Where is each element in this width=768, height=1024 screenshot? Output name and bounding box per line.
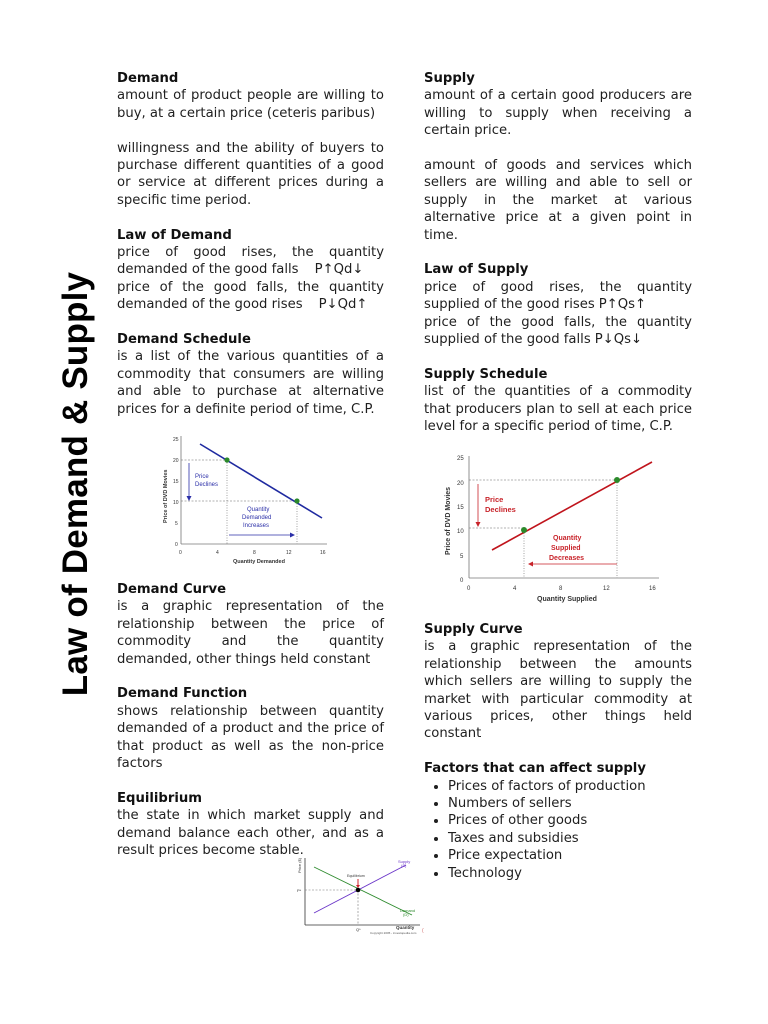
- svg-text:8: 8: [253, 550, 256, 556]
- demand-curve-section: [117, 581, 384, 668]
- svg-text:12: 12: [603, 586, 610, 592]
- supply-section: [424, 70, 692, 244]
- demand-symbol-2: P↓Qd↑: [318, 297, 368, 313]
- svg-text:Price of DVD Movies: Price of DVD Movies: [163, 469, 169, 523]
- supply-curve-chart: [437, 450, 663, 608]
- demand-function-section: [117, 685, 384, 772]
- svg-text:15: 15: [457, 505, 464, 511]
- factors-list: [424, 778, 692, 882]
- svg-text:20: 20: [173, 458, 179, 464]
- demand-schedule-text: is a list of the various quantities of a commodity that consumers are willing and able to purchase at alternative prices for a definite period of time, C.P.: [117, 349, 384, 417]
- svg-text:Demand: Demand: [400, 908, 416, 913]
- supply-heading: Supply: [424, 71, 475, 86]
- law-of-demand-text-1b: demanded of the good falls: [117, 262, 299, 278]
- svg-text:10: 10: [173, 500, 179, 506]
- demand-function-text: shows relationship between quantity demanded of a product and the price of that product as well as the non-price factors: [117, 703, 384, 772]
- svg-text:Supplied: Supplied: [551, 545, 581, 552]
- svg-text:0: 0: [467, 586, 471, 592]
- demand-column: [117, 70, 384, 435]
- svg-text:5: 5: [175, 521, 178, 527]
- supply-column: [424, 70, 692, 453]
- supply-symbol-1: P↑Qs↑: [598, 297, 647, 313]
- svg-text:10: 10: [457, 529, 464, 535]
- law-of-supply-line-1a: price of good rises, the quantity: [424, 279, 692, 295]
- svg-text:Quantity: Quantity: [247, 507, 270, 513]
- svg-text:Decreases: Decreases: [549, 555, 585, 562]
- law-of-supply-line-2a: price of the good falls, the quantity: [424, 314, 692, 330]
- svg-text:0: 0: [179, 550, 182, 556]
- svg-text:Equilibrium: Equilibrium: [347, 874, 365, 878]
- law-of-supply-text-1b: supplied of the good rises: [424, 297, 595, 313]
- svg-text:P*: P*: [297, 888, 302, 893]
- law-of-supply-line-2b: [424, 331, 692, 348]
- svg-text:8: 8: [559, 586, 563, 592]
- factors-section: [424, 760, 692, 882]
- factors-heading: Factors that can affect supply: [424, 761, 646, 777]
- svg-text:4: 4: [513, 586, 517, 592]
- equilibrium-heading: Equilibrium: [117, 790, 202, 806]
- demand-heading: Demand: [117, 71, 179, 86]
- svg-text:(: (: [422, 928, 424, 934]
- supply-definition-2: amount of goods and services which sellers are willing and able to sell or supply in the market at various alternative price at a given point in time.: [424, 158, 692, 243]
- svg-text:Quantity: Quantity: [396, 925, 415, 930]
- factor-item: • Prices of factors of production: [448, 778, 692, 795]
- svg-text:Price: Price: [195, 474, 209, 480]
- supply-schedule-text: list of the quantities of a commodity that producers plan to sell at each price level for a specific period of time, C.P.: [424, 384, 692, 435]
- supply-symbol-2: P↓Qs↓: [594, 332, 643, 348]
- equilibrium-section: [117, 790, 384, 860]
- svg-text:Increases: Increases: [243, 523, 270, 529]
- law-of-supply-section: [424, 261, 692, 348]
- svg-text:0: 0: [175, 542, 178, 548]
- law-of-supply-heading: Law of Supply: [424, 262, 529, 278]
- law-of-demand-text-2b: demanded of the good rises: [117, 297, 303, 313]
- law-of-demand-line-2b: [117, 296, 384, 313]
- svg-text:Quantity Supplied: Quantity Supplied: [537, 596, 597, 603]
- supply-curve-section: [424, 621, 692, 743]
- svg-text:25: 25: [173, 437, 179, 443]
- supply-column-lower: [424, 621, 692, 899]
- factor-item: • Price expectation: [448, 847, 692, 864]
- demand-curve-chart: [157, 433, 333, 567]
- law-of-demand-section: [117, 227, 384, 314]
- svg-text:5: 5: [460, 554, 464, 560]
- factor-item: • Numbers of sellers: [448, 795, 692, 812]
- page-title: Law of Demand & Supply: [56, 271, 95, 697]
- demand-symbol-1: P↑Qd↓: [314, 262, 364, 278]
- svg-text:(D): (D): [403, 912, 409, 917]
- svg-text:4: 4: [216, 550, 219, 556]
- svg-text:Q*: Q*: [356, 927, 361, 932]
- factor-item: • Technology: [448, 865, 692, 882]
- supply-schedule-section: [424, 366, 692, 436]
- svg-text:Copyright 2005 - investopedia.: Copyright 2005 - investopedia.com: [370, 931, 417, 935]
- law-of-demand-line-1b: [117, 261, 384, 278]
- svg-text:Quantity Demanded: Quantity Demanded: [233, 559, 285, 565]
- law-of-demand-line-1a: price of good rises, the quantity: [117, 245, 384, 261]
- law-of-supply-line-1b: [424, 296, 692, 313]
- demand-curve-text: is a graphic representation of the relationship between the price of commodity and the quantity demanded, other things held constant: [117, 599, 384, 667]
- law-of-supply-text-2b: supplied of the good falls: [424, 332, 591, 348]
- demand-definition-1: amount of product people are willing to buy, at a certain price (ceteris paribus): [117, 88, 384, 121]
- svg-text:25: 25: [457, 456, 464, 462]
- svg-text:Price of DVD Movies: Price of DVD Movies: [445, 486, 452, 555]
- law-of-demand-line-2a: price of the good falls, the quantity: [117, 279, 384, 295]
- demand-definition-2: willingness and the ability of buyers to purchase different quantities of a good or service at different prices during a specific time period.: [117, 140, 384, 208]
- equilibrium-chart: [292, 855, 432, 935]
- svg-text:20: 20: [457, 481, 464, 487]
- supply-curve-heading: Supply Curve: [424, 622, 523, 637]
- svg-text:16: 16: [649, 586, 656, 592]
- demand-schedule-section: [117, 331, 384, 418]
- factor-item: • Prices of other goods: [448, 812, 692, 829]
- demand-section: [117, 70, 384, 209]
- svg-text:(S): (S): [401, 863, 407, 868]
- svg-text:Declines: Declines: [485, 505, 516, 514]
- svg-text:Supply: Supply: [398, 859, 411, 864]
- demand-curve-heading: Demand Curve: [117, 582, 227, 597]
- demand-function-heading: Demand Function: [117, 686, 248, 702]
- supply-schedule-heading: Supply Schedule: [424, 366, 548, 382]
- factor-item: • Taxes and subsidies: [448, 830, 692, 847]
- equilibrium-text: the state in which market supply and demand balance each other, and as a result prices become stable.: [117, 808, 384, 859]
- svg-text:Declines: Declines: [195, 482, 219, 488]
- demand-schedule-heading: Demand Schedule: [117, 332, 251, 348]
- law-of-demand-heading: Law of Demand: [117, 227, 232, 243]
- supply-curve-text: is a graphic representation of the relationship between the amounts which sellers are willing to supply the market with particular commodity at various prices, other things held constant: [424, 639, 692, 742]
- svg-text:Price: Price: [485, 495, 504, 504]
- svg-text:15: 15: [173, 479, 179, 485]
- demand-column-lower: [117, 581, 384, 877]
- svg-text:16: 16: [320, 550, 326, 556]
- svg-text:0: 0: [460, 578, 464, 584]
- svg-text:Price ($): Price ($): [297, 857, 302, 873]
- svg-text:Quantity: Quantity: [553, 535, 582, 542]
- svg-text:12: 12: [286, 550, 292, 556]
- svg-text:Demanded: Demanded: [242, 515, 272, 521]
- supply-definition-1: amount of a certain good producers are willing to supply when receiving a certain price.: [424, 88, 692, 139]
